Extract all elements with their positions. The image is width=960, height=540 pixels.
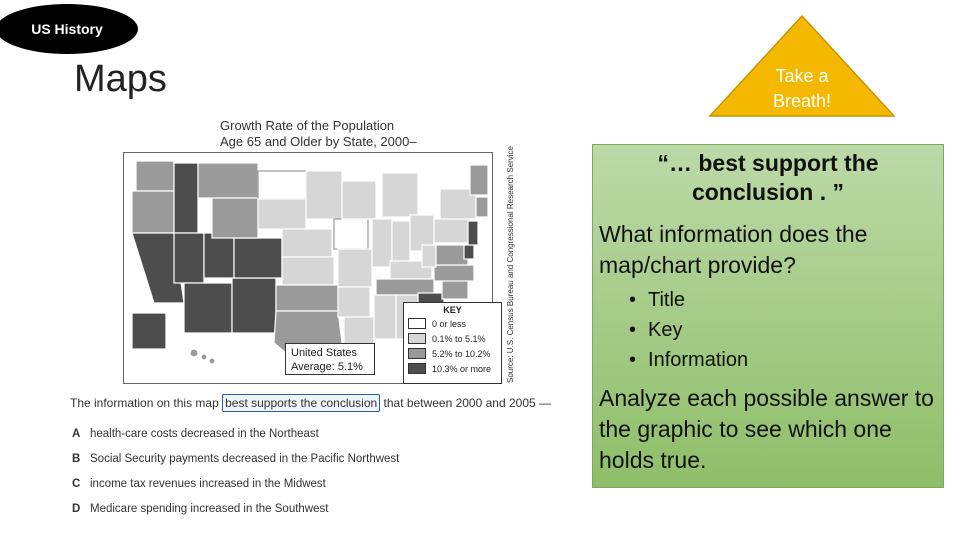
map-title-line-2: Age 65 and Older by State, 2000– <box>220 134 417 149</box>
state-mn <box>306 171 342 219</box>
key-title: KEY <box>443 305 462 315</box>
state-ms <box>374 295 396 339</box>
key-item <box>408 347 501 360</box>
state-nd <box>258 171 306 199</box>
state-wy <box>212 198 258 238</box>
answer-choice[interactable] <box>72 478 399 503</box>
callout-line-2: Breath! <box>772 91 832 111</box>
state-ok <box>276 285 338 311</box>
panel-question: What information does the map/chart provide? <box>599 221 868 278</box>
panel-bullet-list <box>629 285 748 375</box>
map-figure <box>70 118 565 528</box>
key-label: 5.2% to 10.2% <box>432 348 491 359</box>
panel-bullet: • Key <box>629 315 748 345</box>
answer-choices <box>72 428 399 528</box>
state-ar <box>338 287 370 317</box>
state-pa <box>434 219 470 243</box>
answer-letter: C <box>72 478 81 490</box>
state-me <box>470 165 488 195</box>
state-wi <box>342 181 376 219</box>
panel-advice: Analyze each possible answer to the graphic to see which one holds true. <box>599 385 934 473</box>
map-title-line-1: Growth Rate of the Population <box>220 118 395 133</box>
state-de <box>464 245 474 259</box>
state-il <box>372 219 392 267</box>
state-ak <box>132 313 166 349</box>
state-ma <box>476 197 488 217</box>
panel-quote-line-1: “… best support the <box>657 150 879 176</box>
state-ut <box>204 233 234 278</box>
answer-choice[interactable] <box>72 503 399 528</box>
panel-quote-line-2: conclusion . ” <box>691 179 845 205</box>
state-nm <box>232 278 276 333</box>
state-hi-2 <box>201 354 207 360</box>
state-mt <box>198 163 258 198</box>
state-or <box>132 191 174 233</box>
tips-panel <box>592 144 944 488</box>
key-item <box>408 332 501 345</box>
state-ne <box>282 229 332 257</box>
key-item <box>408 317 501 330</box>
state-in <box>392 221 410 261</box>
callout-text <box>740 64 864 114</box>
answer-choice[interactable] <box>72 453 399 478</box>
map-source: Source: U.S. Census Bureau and Congressional Research Service <box>506 145 515 383</box>
state-id <box>174 163 198 233</box>
callout-line-1: Take a <box>775 66 829 86</box>
question-text-end: that between 2000 and 2005 — <box>383 396 551 410</box>
state-sd <box>258 199 306 229</box>
course-badge <box>0 4 138 54</box>
key-label: 0 or less <box>432 318 467 329</box>
state-wv <box>422 245 436 267</box>
panel-bullet: • Information <box>629 345 748 375</box>
us-average-label: United States <box>291 347 358 359</box>
answer-letter: B <box>72 453 81 465</box>
us-average-value: Average: 5.1% <box>291 361 363 373</box>
state-az <box>184 283 232 333</box>
state-nc <box>434 265 474 281</box>
state-nv <box>174 233 204 283</box>
course-badge-label: US History <box>31 21 103 37</box>
state-ks <box>282 257 334 285</box>
state-wa <box>136 161 174 191</box>
key-swatch <box>408 363 426 374</box>
answer-text: health-care costs decreased in the Northeast <box>90 428 319 440</box>
key-label: 0.1% to 5.1% <box>432 333 486 344</box>
panel-bullet: • Title <box>629 285 748 315</box>
map-key <box>403 302 502 384</box>
question-highlight: best supports the conclusion <box>222 394 380 412</box>
state-mo <box>338 249 372 287</box>
key-swatch <box>408 333 426 344</box>
answer-letter: A <box>72 428 81 440</box>
answer-text: Social Security payments decreased in the Pacific Northwest <box>90 453 400 465</box>
question-stem <box>70 396 551 410</box>
state-mi <box>382 173 418 217</box>
state-hi-3 <box>209 358 215 364</box>
state-sc <box>442 279 468 299</box>
answer-text: Medicare spending increased in the Southwest <box>90 503 329 515</box>
answer-text: income tax revenues increased in the Midwest <box>90 478 326 490</box>
answer-choice[interactable] <box>72 428 399 453</box>
key-label: 10.3% or more <box>432 363 492 374</box>
answer-letter: D <box>72 503 81 515</box>
key-swatch <box>408 318 426 329</box>
key-item <box>408 362 501 375</box>
panel-quote <box>593 149 943 207</box>
state-nj <box>468 221 478 245</box>
state-co <box>234 238 282 278</box>
key-swatch <box>408 348 426 359</box>
state-hi-1 <box>190 349 198 357</box>
us-average-box <box>285 343 375 375</box>
question-text-start: The information on this map <box>70 396 219 410</box>
slide-title: Maps <box>74 58 167 100</box>
state-ia <box>334 219 368 249</box>
